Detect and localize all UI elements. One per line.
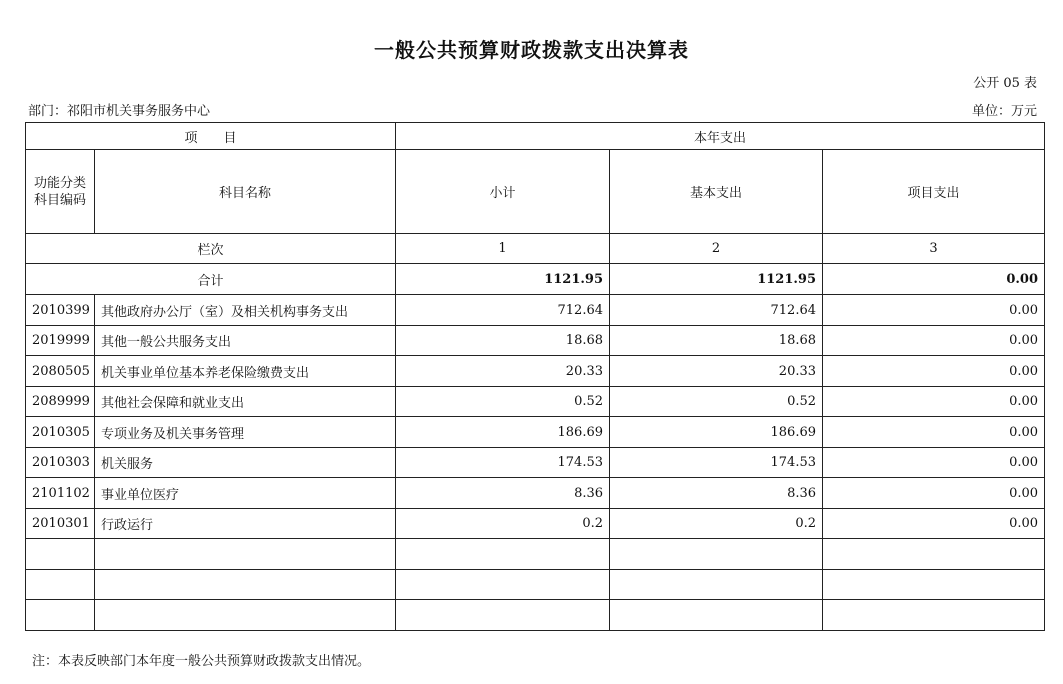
row-basic: 0.2 <box>610 509 823 539</box>
total-project: 0.00 <box>823 264 1045 295</box>
row-code: 2080505 <box>26 356 95 387</box>
column-order-label: 栏次 <box>26 234 396 264</box>
department-label: 部门：祁阳市机关事务服务中心 <box>28 104 211 119</box>
empty-row <box>26 600 1045 631</box>
column-order-3: 3 <box>823 234 1045 264</box>
row-project: 0.00 <box>823 356 1045 387</box>
row-basic: 18.68 <box>610 326 823 356</box>
expense-table <box>25 122 1045 631</box>
row-project: 0.00 <box>823 387 1045 417</box>
row-subtotal: 18.68 <box>396 326 610 356</box>
row-subtotal: 712.64 <box>396 295 610 326</box>
row-name: 事业单位医疗 <box>95 478 396 509</box>
row-code: 2019999 <box>26 326 95 356</box>
table-row <box>26 326 1045 356</box>
table-row <box>26 387 1045 417</box>
page-title: 一般公共预算财政拨款支出决算表 <box>374 38 689 62</box>
unit-label: 单位：万元 <box>971 104 1037 119</box>
empty-cell <box>396 570 610 600</box>
row-code: 2010305 <box>26 417 95 448</box>
total-label: 合计 <box>26 264 396 295</box>
header-basic: 基本支出 <box>610 150 823 234</box>
empty-cell <box>26 570 95 600</box>
total-subtotal: 1121.95 <box>396 264 610 295</box>
form-number: 公开 05 表 <box>973 76 1037 91</box>
table-row <box>26 356 1045 387</box>
row-subtotal: 174.53 <box>396 448 610 478</box>
total-row <box>26 264 1045 295</box>
row-subtotal: 0.52 <box>396 387 610 417</box>
row-project: 0.00 <box>823 509 1045 539</box>
row-code: 2089999 <box>26 387 95 417</box>
row-subtotal: 8.36 <box>396 478 610 509</box>
total-basic: 1121.95 <box>610 264 823 295</box>
row-basic: 712.64 <box>610 295 823 326</box>
empty-cell <box>823 600 1045 631</box>
empty-cell <box>396 600 610 631</box>
column-order-row <box>26 234 1045 264</box>
row-name: 专项业务及机关事务管理 <box>95 417 396 448</box>
row-code: 2010301 <box>26 509 95 539</box>
row-basic: 174.53 <box>610 448 823 478</box>
empty-cell <box>95 570 396 600</box>
row-code: 2010303 <box>26 448 95 478</box>
header-row-1 <box>26 123 1045 150</box>
row-name: 其他一般公共服务支出 <box>95 326 396 356</box>
table-row <box>26 478 1045 509</box>
row-subtotal: 0.2 <box>396 509 610 539</box>
column-order-1: 1 <box>396 234 610 264</box>
column-order-2: 2 <box>610 234 823 264</box>
empty-cell <box>396 539 610 570</box>
empty-row <box>26 539 1045 570</box>
header-item: 项 目 <box>26 123 396 150</box>
empty-cell <box>26 539 95 570</box>
row-code: 2101102 <box>26 478 95 509</box>
header-subtotal: 小计 <box>396 150 610 234</box>
row-name: 机关服务 <box>95 448 396 478</box>
row-project: 0.00 <box>823 478 1045 509</box>
table-row <box>26 295 1045 326</box>
row-name: 其他政府办公厅（室）及相关机构事务支出 <box>95 295 396 326</box>
footnote: 注：本表反映部门本年度一般公共预算财政拨款支出情况。 <box>32 654 371 669</box>
row-name: 机关事业单位基本养老保险缴费支出 <box>95 356 396 387</box>
row-project: 0.00 <box>823 417 1045 448</box>
empty-cell <box>26 600 95 631</box>
empty-cell <box>95 600 396 631</box>
empty-cell <box>823 570 1045 600</box>
row-name: 行政运行 <box>95 509 396 539</box>
empty-cell <box>95 539 396 570</box>
empty-cell <box>610 539 823 570</box>
header-annual-expense: 本年支出 <box>396 123 1045 150</box>
row-code: 2010399 <box>26 295 95 326</box>
row-project: 0.00 <box>823 326 1045 356</box>
row-project: 0.00 <box>823 448 1045 478</box>
empty-cell <box>610 600 823 631</box>
header-row-2 <box>26 150 1045 234</box>
row-name: 其他社会保障和就业支出 <box>95 387 396 417</box>
row-subtotal: 186.69 <box>396 417 610 448</box>
table-row <box>26 509 1045 539</box>
row-subtotal: 20.33 <box>396 356 610 387</box>
table-row <box>26 448 1045 478</box>
header-project: 项目支出 <box>823 150 1045 234</box>
empty-cell <box>823 539 1045 570</box>
header-subject-name: 科目名称 <box>95 150 396 234</box>
row-project: 0.00 <box>823 295 1045 326</box>
row-basic: 186.69 <box>610 417 823 448</box>
empty-row <box>26 570 1045 600</box>
row-basic: 0.52 <box>610 387 823 417</box>
row-basic: 8.36 <box>610 478 823 509</box>
row-basic: 20.33 <box>610 356 823 387</box>
table-row <box>26 417 1045 448</box>
empty-cell <box>610 570 823 600</box>
header-func-code: 功能分类科目编码 <box>26 150 95 234</box>
